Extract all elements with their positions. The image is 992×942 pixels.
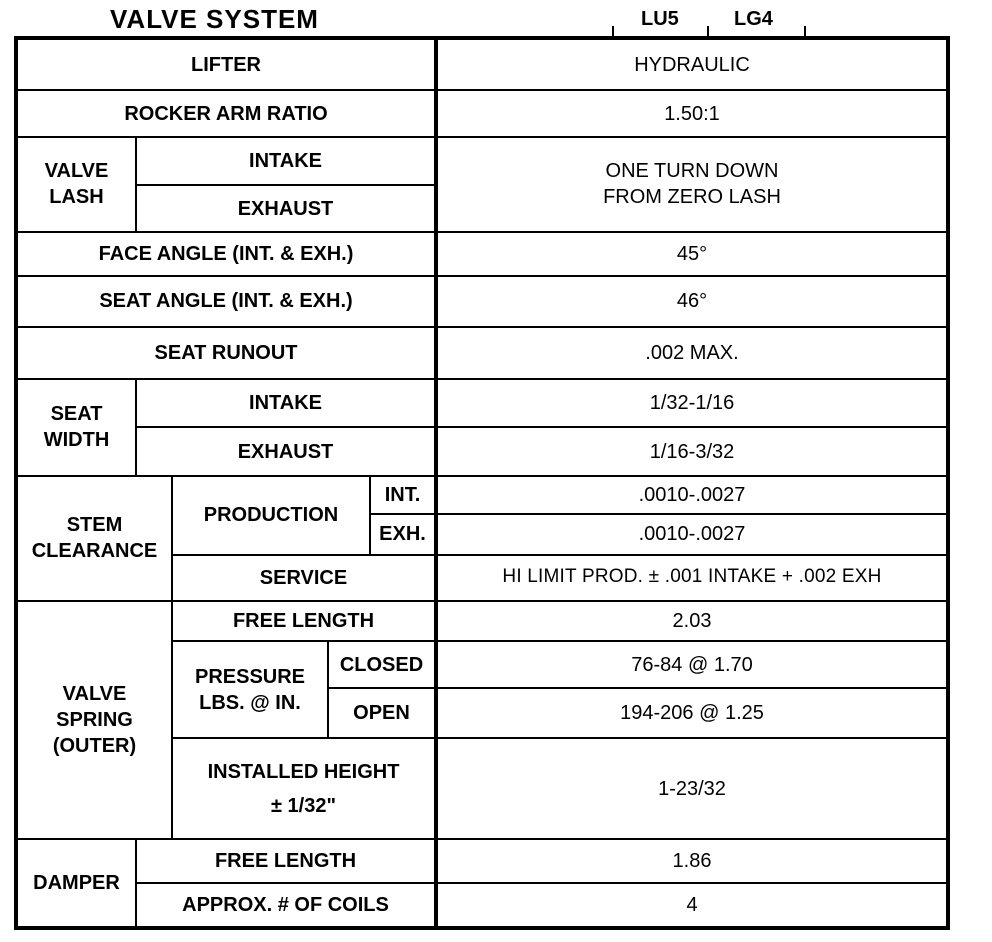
stem-clearance-int-value: .0010-.0027 — [436, 476, 948, 514]
seat-runout-label: SEAT RUNOUT — [16, 327, 436, 379]
valve-spring-open-value: 194-206 @ 1.25 — [436, 688, 948, 738]
valve-spring-open-label: OPEN — [328, 688, 436, 738]
row-lifter — [16, 38, 948, 90]
row-stem-clearance-int — [16, 476, 948, 514]
stem-clearance-label-line2: CLEARANCE — [31, 540, 158, 563]
column-tick-right — [804, 26, 806, 36]
seat-width-intake-label: INTAKE — [136, 379, 436, 427]
valve-spring-pressure-line2: LBS. @ IN. — [199, 691, 301, 714]
stem-clearance-production-label: PRODUCTION — [172, 476, 370, 555]
row-valve-lash-intake — [16, 137, 948, 185]
seat-width-exhaust-label: EXHAUST — [136, 427, 436, 475]
seat-width-exhaust-value: 1/16-3/32 — [436, 427, 948, 475]
column-tick-left — [612, 26, 614, 36]
seat-width-label — [16, 379, 136, 476]
row-seat-runout — [16, 327, 948, 379]
seat-angle-value: 46° — [436, 276, 948, 326]
rocker-arm-ratio-label: ROCKER ARM RATIO — [16, 90, 436, 136]
valve-lash-intake-label: INTAKE — [136, 137, 436, 185]
damper-coils-label: APPROX. # OF COILS — [136, 883, 436, 928]
row-face-angle — [16, 232, 948, 276]
stem-clearance-label — [16, 476, 172, 601]
valve-lash-exhaust-label: EXHAUST — [136, 185, 436, 231]
row-seat-angle — [16, 276, 948, 326]
damper-free-length-value: 1.86 — [436, 839, 948, 883]
stem-clearance-exh-label: EXH. — [370, 514, 436, 554]
engine-label-lu5: LU5 — [641, 8, 679, 30]
valve-spring-installed-height-value: 1-23/32 — [436, 738, 948, 839]
stem-clearance-service-value: HI LIMIT PROD. ± .001 INTAKE + .002 EXH — [436, 555, 948, 601]
damper-free-length-label: FREE LENGTH — [136, 839, 436, 883]
row-valve-spring-free-length — [16, 601, 948, 641]
valve-spring-installed-line2: ± 1/32" — [271, 794, 336, 817]
row-damper-coils — [16, 883, 948, 928]
rocker-arm-ratio-value: 1.50:1 — [436, 90, 948, 136]
row-seat-width-exhaust — [16, 427, 948, 475]
row-damper-free-length — [16, 839, 948, 883]
seat-width-intake-value: 1/32-1/16 — [436, 379, 948, 427]
damper-coils-value: 4 — [436, 883, 948, 928]
valve-lash-value — [436, 137, 948, 232]
valve-system-spec-table — [14, 36, 950, 930]
valve-spring-closed-label: CLOSED — [328, 641, 436, 687]
valve-spring-label-line2: SPRING — [56, 709, 133, 732]
seat-width-label-line2: WIDTH — [43, 429, 110, 452]
seat-width-label-line1: SEAT — [50, 403, 103, 426]
damper-label: DAMPER — [16, 839, 136, 928]
valve-spring-pressure-line1: PRESSURE — [194, 665, 306, 688]
row-rocker-arm-ratio — [16, 90, 948, 136]
stem-clearance-service-label: SERVICE — [172, 555, 436, 601]
valve-lash-value-line1: ONE TURN DOWN — [605, 160, 779, 183]
stem-clearance-int-label: INT. — [370, 476, 436, 514]
valve-spring-closed-value: 76-84 @ 1.70 — [436, 641, 948, 687]
seat-angle-label: SEAT ANGLE (INT. & EXH.) — [16, 276, 436, 326]
lifter-value: HYDRAULIC — [436, 38, 948, 90]
engine-label-lg4: LG4 — [734, 8, 773, 30]
face-angle-label: FACE ANGLE (INT. & EXH.) — [16, 232, 436, 276]
lifter-label: LIFTER — [16, 38, 436, 90]
valve-spring-installed-height-label — [172, 738, 436, 839]
page-title: VALVE SYSTEM — [110, 4, 319, 34]
valve-spring-pressure-label — [172, 641, 328, 738]
valve-spring-free-length-label: FREE LENGTH — [172, 601, 436, 641]
valve-lash-value-line2: FROM ZERO LASH — [603, 186, 781, 209]
valve-spring-label-line1: VALVE — [62, 683, 127, 706]
valve-lash-label: VALVE LASH — [16, 137, 136, 232]
row-seat-width-intake — [16, 379, 948, 427]
valve-spring-label — [16, 601, 172, 839]
stem-clearance-exh-value: .0010-.0027 — [436, 514, 948, 554]
stem-clearance-label-line1: STEM — [66, 514, 123, 537]
valve-spring-free-length-value: 2.03 — [436, 601, 948, 641]
seat-runout-value: .002 MAX. — [436, 327, 948, 379]
valve-spring-installed-line1: INSTALLED HEIGHT — [207, 760, 400, 783]
face-angle-value: 45° — [436, 232, 948, 276]
valve-spring-label-line3: (OUTER) — [52, 735, 137, 758]
column-tick-middle — [707, 26, 709, 36]
